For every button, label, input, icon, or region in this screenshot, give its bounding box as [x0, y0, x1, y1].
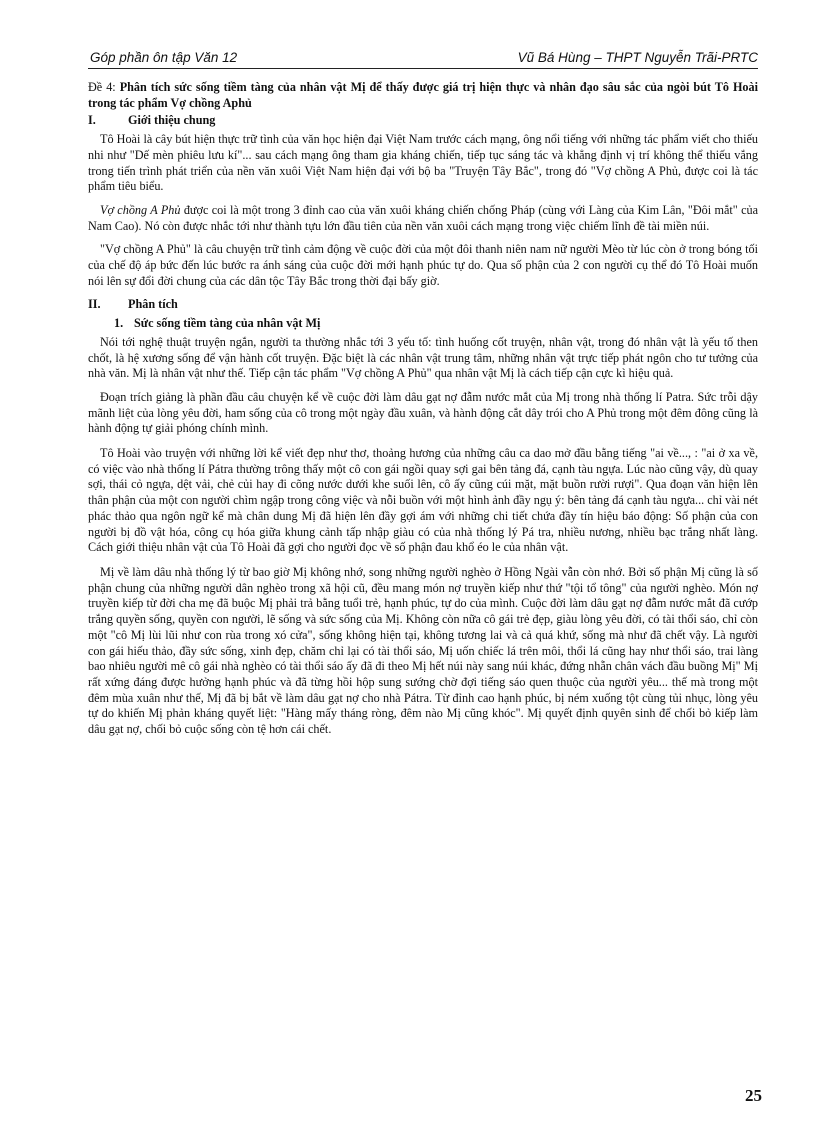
page-content — [88, 80, 758, 746]
page-number: 25 — [745, 1086, 762, 1105]
analysis-paragraph-2: Đoạn trích giảng là phần đầu câu chuyện kể về cuộc đời làm dâu gạt nợ đẫm nước mắt của Mị trong nhà thống lí Patra. Sức trỗi dậy mãnh liệt của lòng yêu đời, ham sống của cô trong một ngày đầu xuân, và hành động cắt dây trói cho A Phủ trong một đêm đông cũng là hành động tự giải phóng chính mình. — [88, 389, 758, 436]
header-right-text: Vũ Bá Hùng – THPT Nguyễn Trãi-PRTC — [517, 50, 758, 65]
analysis-paragraph-3: Tô Hoài vào truyện với những lời kể viết đẹp như thơ, thoảng hương của những câu ca dao mở đầu bằng tiếng "ai về..., : "ai ở xa về, có việc vào nhà thống lí Pátra thường trông thấy một cô con gái ngồi quay sợi gai bên tảng đá, cạnh tàu ngựa. Lúc nào cũng vậy, dù quay sợi, thái cỏ ngựa, dệt vải, chẻ củi hay đi cõng nước dưới khe suối lên, cô ấy cũng cúi mặt, mặt buồn rười rượi". Qua đoạn văn hiện lên thân phận của một con người chìm ngập trong công việc và nỗi buồn với một hình ảnh đầy ngụ ý: bên tảng đá cạnh tàu ngựa... chỉ vài nét phác thảo qua ngôn ngữ kể mà chân dung Mị đã hiện lên đầy gợi ám với những chi tiết chứa đầy tín hiệu báo động: Số phận của con người bị đồ vật hóa, công cụ hóa giữa khung cảnh tấp nhập giàu có của nhà thống lý Pá tra, nhiều nương, nhiều bạc trắng nhất làng. Cách giới thiệu nhân vật của Tô Hoài đã gợi cho người đọc về số phận đau khổ éo le của nhân vật. — [88, 446, 758, 555]
analysis-paragraph-4: Mị về làm dâu nhà thống lý từ bao giờ Mị không nhớ, song những người nghèo ở Hồng Ngài vẫn còn nhớ. Bởi số phận Mị cũng là số phận chung của những người dân nghèo trong xã hội cũ, đều mang món nợ truyền kiếp như thứ "tội tổ tông" của người nghèo. Món nợ truyền kiếp từ đời cha mẹ đã buộc Mị phải trả bằng tuổi trẻ, hạnh phúc, tự do của mình. Cuộc đời làm dâu gạt nợ đẫm nước mắt đã cướp trắng quyền sống, quyền con người, lẽ sống và sức sống của Mị. Không còn nữa cô gái trẻ đẹp, giàu lòng yêu đời, có tài thổi sáo, chỉ còn một "cô Mị lùi lũi như con rùa trong xó cửa", sống không hiện tại, không tương lai và cả quá khứ, sống mà như đã chết vậy. Là người con gái hiếu thảo, đầy sức sống, xinh đẹp, chăm chỉ lại có tài thổi sáo, Mị uốn chiếc lá trên môi, thổi lá cũng hay như thổi sáo, trai làng bao nhiêu người mê cô gái nhà nghèo có tài thổi sáo ấy đã đi theo Mị hết núi này sang núi khác, đứng nhẵn chân vách đầu buồng Mị" Mị rất xứng đáng được hưởng hạnh phúc và đã từng hồi hộp sung sướng chờ đợi tiếng sáo quen thuộc của người yêu... thế mà trong một đêm mùa xuân như thế, Mị đã bị bắt về làm dâu gạt nợ cho nhà Pátra. Từ đỉnh cao hạnh phúc, bị ném xuống tột cùng tủi nhục, lòng yêu tự do khiến Mị phản kháng quyết liệt: "Hàng mấy tháng ròng, đêm nào Mị cũng khóc". Mị quyết định quyên sinh để chối bỏ kiếp làm dâu gạt nợ, chối bỏ cuộc sống còn tệ hơn cái chết. — [88, 564, 758, 737]
intro-paragraph-2 — [88, 203, 758, 234]
section-number: I. — [88, 113, 96, 128]
question-heading — [88, 80, 758, 111]
subsection-number: 1. — [114, 316, 124, 331]
subsection-heading-1 — [114, 316, 758, 332]
header-left-text: Góp phần ôn tập Văn 12 — [90, 50, 238, 65]
question-text: Phân tích sức sống tiềm tàng của nhân vật Mị để thấy được giá trị hiện thực và nhân đạo sâu sắc của ngòi bút Tô Hoài trong tác phẩm Vợ chồng Aphủ — [88, 80, 758, 110]
work-title-italic: Vợ chồng A Phủ — [100, 202, 181, 217]
section-heading-2 — [88, 297, 758, 313]
intro-paragraph-2-text: được coi là một trong 3 đỉnh cao của văn xuôi kháng chiến chống Pháp (cùng với Làng của Kim Lân, "Đôi mắt" của Nam Cao). Nó còn được nhắc tới như thành tựu lớn đầu tiên của nền văn xuôi cách mạng trong việc chiếm lĩnh đề tài miền núi. — [88, 202, 758, 233]
question-label: Đề 4: — [88, 80, 116, 94]
analysis-paragraph-1: Nói tới nghệ thuật truyện ngắn, người ta thường nhắc tới 3 yếu tố: tình huống cốt truyện, nhân vật, trong đó nhân vật là yếu tố then chốt, là hệ xương sống để vận hành cốt truyện. Đặc biệt là các nhân vật trung tâm, những nhân vật trực tiếp phát ngôn cho tư tưởng của nhà văn. Mị là nhân vật như thế. Tiếp cận tác phẩm "Vợ chồng A Phủ" qua nhân vật Mị là cách tiếp cận cực kì hiệu quả. — [88, 334, 758, 381]
section-heading-1 — [88, 113, 758, 129]
section-number: II. — [88, 297, 101, 312]
section-title: Giới thiệu chung — [128, 113, 216, 128]
subsection-title: Sức sống tiềm tàng của nhân vật Mị — [134, 316, 321, 331]
intro-paragraph-1: Tô Hoài là cây bút hiện thực trữ tình của văn học hiện đại Việt Nam trước cách mạng, ông nổi tiếng với những tác phẩm viết cho thiếu nhi như "Dế mèn phiêu lưu kí"... sau cách mạng ông tham gia kháng chiến, tiếp tục sáng tác và khẳng định vị trí không thể thiếu vắng trong tiến trình phát triển của nền văn xuôi Việt Nam hiện đại với bộ ba "Truyện Tây Bắc", trong đó "Vợ chồng A Phủ, được coi là tác phẩm tiêu biểu. — [88, 132, 758, 194]
section-title: Phân tích — [128, 297, 178, 312]
page-header — [88, 50, 758, 69]
intro-paragraph-3: "Vợ chồng A Phủ" là câu chuyện trữ tình cảm động về cuộc đời của một đôi thanh niên nam nữ người Mèo từ lúc còn ở trong bóng tối của chế độ áp bức đến lúc bước ra ánh sáng của cuộc đời mới hạnh phúc tự do. Qua số phận của 2 con người cụ thể đó Tô Hoài muốn nói lên sự đổi đời chung của các dân tộc Tây Bắc trong thời đại bấy giờ. — [88, 242, 758, 288]
